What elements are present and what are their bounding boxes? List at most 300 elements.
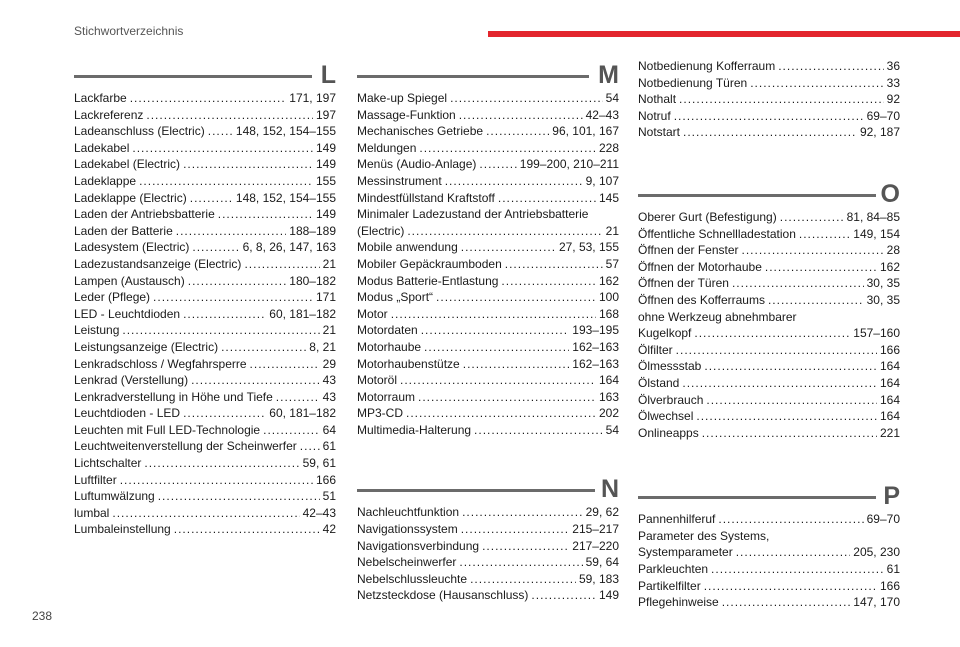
index-entry-pages: 163	[598, 389, 619, 404]
index-entry	[74, 339, 336, 356]
index-entry-pages: 166	[879, 578, 900, 593]
index-entry-pages: 60, 181–182	[269, 406, 336, 421]
dot-leader	[221, 339, 306, 356]
dot-leader	[461, 521, 570, 538]
index-entry-term: Lenkrad (Verstellung)	[74, 373, 189, 388]
index-entry-pages: 166	[879, 342, 900, 357]
section-rule	[357, 75, 589, 78]
index-entry	[74, 455, 336, 472]
index-entry-pages: 197	[315, 107, 336, 122]
index-entry	[638, 75, 900, 92]
index-entry	[638, 544, 900, 561]
index-entry-term: Ladeklappe	[74, 173, 137, 188]
index-entry-pages: 21	[322, 323, 336, 338]
index-entry-term: Laden der Batterie	[74, 223, 173, 238]
dot-leader	[407, 223, 602, 240]
index-entry	[357, 123, 619, 140]
index-entry-pages: 51	[322, 489, 336, 504]
index-entry-pages: 81, 84–85	[846, 209, 900, 224]
index-entry-term: Lackfarbe	[74, 91, 127, 105]
index-entry-term: Pannenhilferuf	[638, 512, 716, 527]
index-entry-pages: 199–200, 210–211	[519, 157, 619, 172]
index-entry-term: Öffnen der Türen	[638, 276, 729, 291]
index-entry-term-line: Parameter des Systems,	[638, 528, 770, 543]
dot-leader	[158, 488, 320, 505]
index-entry	[74, 472, 336, 489]
index-entry	[638, 209, 900, 226]
index-entry-term: Ladezustandsanzeige (Electric)	[74, 256, 242, 271]
dot-leader	[711, 561, 884, 578]
index-entry-pages: 162–163	[572, 339, 619, 354]
dot-leader	[450, 90, 603, 107]
index-section	[357, 476, 619, 604]
dot-leader	[486, 123, 549, 140]
index-entry-pages: 228	[598, 140, 619, 155]
index-entry-term: Notstart	[638, 125, 681, 140]
index-entry-term: Lampen (Austausch)	[74, 273, 185, 288]
dot-leader	[742, 242, 884, 259]
dot-leader	[144, 455, 299, 472]
dot-leader	[704, 358, 877, 375]
index-entry-pages: 36	[886, 59, 900, 73]
dot-leader	[765, 259, 877, 276]
dot-leader	[418, 389, 596, 406]
index-entry-pages: 42	[322, 522, 336, 537]
index-entry	[638, 275, 900, 292]
section-letter: P	[883, 482, 900, 511]
dot-leader	[674, 108, 864, 125]
index-entry-pages: 60, 181–182	[269, 306, 336, 321]
dot-leader	[736, 544, 851, 561]
index-entry	[638, 91, 900, 108]
dot-leader	[459, 107, 583, 124]
index-entry-term: Notbedienung Türen	[638, 75, 748, 90]
index-entry	[357, 156, 619, 173]
index-entry-pages: 162–163	[572, 356, 619, 371]
index-entry	[638, 425, 900, 442]
dot-leader	[183, 306, 266, 323]
index-entry	[74, 123, 336, 140]
index-entry-pages: 100	[598, 290, 619, 305]
index-entry	[74, 239, 336, 256]
index-entry	[357, 504, 619, 521]
dot-leader	[174, 521, 320, 538]
dot-leader	[400, 372, 596, 389]
index-entry-term: Ladesystem (Electric)	[74, 240, 190, 255]
dot-leader	[132, 140, 313, 157]
index-entry-pages: 221	[879, 425, 900, 440]
index-entry-term: Motorhaube	[357, 339, 422, 354]
index-entry	[74, 422, 336, 439]
index-entry	[357, 256, 619, 273]
index-entry-pages: 180–182	[289, 273, 336, 288]
index-entry-term: Massage-Funktion	[357, 107, 456, 122]
index-entry	[638, 408, 900, 425]
dot-leader	[482, 538, 569, 555]
index-entry-pages: 43	[322, 373, 336, 388]
dot-leader	[722, 594, 851, 611]
index-entry	[74, 206, 336, 223]
index-entry-term: Motorhaubenstütze	[357, 356, 460, 371]
index-entry	[357, 173, 619, 190]
index-entry	[638, 259, 900, 276]
index-entry-term: Leuchten mit Full LED-Technologie	[74, 422, 261, 437]
dot-leader	[505, 256, 603, 273]
index-entry	[74, 306, 336, 323]
index-entry	[357, 140, 619, 157]
section-rule	[638, 194, 876, 197]
index-entry-term: Luftumwälzung	[74, 489, 155, 504]
index-column-middle	[357, 62, 619, 640]
index-entry	[74, 256, 336, 273]
dot-leader	[474, 422, 603, 439]
index-entry	[357, 190, 619, 207]
index-entry	[74, 322, 336, 339]
dot-leader	[130, 90, 287, 107]
index-entry-pages: 69–70	[866, 108, 900, 123]
index-entry-term: Meldungen	[357, 140, 417, 155]
index-entry-term: Onlineapps	[638, 425, 699, 440]
index-entry	[74, 223, 336, 240]
index-entry-term: Ladekabel (Electric)	[74, 157, 181, 172]
dot-leader	[706, 392, 877, 409]
section-rule	[74, 75, 312, 78]
dot-leader	[300, 438, 320, 455]
index-entry	[74, 107, 336, 124]
index-entry-term-line: ohne Werkzeug abnehmbarer	[638, 309, 797, 324]
index-entry-term: Öffentliche Schnellladestation	[638, 226, 796, 241]
dot-leader	[112, 505, 299, 522]
index-entry-pages: 168	[598, 306, 619, 321]
index-entry	[638, 342, 900, 359]
dot-leader	[479, 156, 516, 173]
index-entry-term: Pflegehinweise	[638, 595, 719, 610]
index-entry	[357, 322, 619, 339]
index-entry-pages: 162	[879, 259, 900, 274]
dot-leader	[696, 408, 877, 425]
dot-leader	[768, 292, 864, 309]
section-letter: L	[320, 61, 336, 89]
index-entry-term: Nachleuchtfunktion	[357, 505, 460, 520]
dot-leader	[778, 58, 883, 75]
index-entry	[357, 239, 619, 256]
index-entry-term: Navigationssystem	[357, 522, 458, 537]
index-entry	[638, 578, 900, 595]
index-entry-term: Nothalt	[638, 92, 677, 107]
index-entry-term: Kugelkopf	[638, 326, 692, 341]
index-entry	[357, 289, 619, 306]
index-entry-term: Notruf	[638, 108, 671, 123]
index-entry-term: Make-up Spiegel	[357, 91, 448, 105]
index-entry-term: (Electric)	[357, 223, 405, 238]
index-entry	[74, 140, 336, 157]
dot-leader	[263, 422, 320, 439]
dot-leader	[676, 342, 877, 359]
dot-leader	[704, 578, 877, 595]
index-entry	[74, 389, 336, 406]
index-entry	[74, 90, 336, 107]
dot-leader	[679, 91, 884, 108]
index-entry-pages: 166	[315, 472, 336, 487]
index-entry-pages: 92, 187	[859, 125, 900, 140]
dot-leader	[531, 587, 596, 604]
index-entry-pages: 193–195	[572, 323, 619, 338]
page-number: 238	[32, 609, 53, 623]
dot-leader	[139, 173, 313, 190]
index-entry	[638, 561, 900, 578]
index-entry-pages: 149	[315, 207, 336, 222]
index-entry	[357, 554, 619, 571]
index-entry-pages: 30, 35	[866, 292, 900, 307]
index-entry-term: Parkleuchten	[638, 562, 709, 577]
index-entry	[638, 242, 900, 259]
dot-leader	[188, 273, 287, 290]
dot-leader	[424, 339, 569, 356]
index-entry-term: Ölmessstab	[638, 359, 702, 374]
index-entry	[357, 372, 619, 389]
index-entry	[74, 521, 336, 538]
dot-leader	[462, 504, 583, 521]
index-entry-term: Leder (Pflege)	[74, 290, 151, 305]
dot-leader	[153, 289, 313, 306]
index-entry-pages: 92	[886, 92, 900, 107]
index-entry-term: Leuchtdioden - LED	[74, 406, 181, 421]
index-entry	[638, 292, 900, 309]
index-section	[74, 62, 336, 538]
index-entry-term: Ölfilter	[638, 342, 673, 357]
dot-leader	[459, 554, 582, 571]
index-entry-pages: 149, 154	[853, 226, 900, 241]
index-entry-term: Nebelschlussleuchte	[357, 571, 468, 586]
dot-leader	[732, 275, 864, 292]
index-entry	[638, 325, 900, 342]
index-entry-term: Leistung	[74, 323, 120, 338]
index-entry-pages: 27, 53, 155	[558, 240, 619, 255]
index-entry-pages: 54	[605, 422, 619, 437]
index-entry	[74, 372, 336, 389]
index-entry	[638, 511, 900, 528]
index-entry-pages: 188–189	[289, 223, 336, 238]
index-entry-pages: 59, 61	[302, 456, 336, 471]
index-entry-term: Menüs (Audio-Anlage)	[357, 157, 477, 172]
index-entry	[638, 375, 900, 392]
index-entry-term: Öffnen der Motorhaube	[638, 259, 762, 274]
index-entry-pages: 148, 152, 154–155	[235, 124, 336, 139]
index-entry-pages: 21	[322, 256, 336, 271]
section-header	[74, 61, 336, 89]
dot-leader	[191, 372, 320, 389]
dot-leader	[192, 239, 239, 256]
index-entry-term: Ladeklappe (Electric)	[74, 190, 187, 205]
dot-leader	[498, 190, 596, 207]
index-entry-pages: 149	[598, 588, 619, 603]
index-entry-term: Netzsteckdose (Hausanschluss)	[357, 588, 529, 603]
index-entry-term: Mobiler Gepäckraumboden	[357, 256, 502, 271]
index-entry-term: lumbal	[74, 505, 110, 520]
dot-leader	[218, 206, 313, 223]
index-entry-pages: 157–160	[853, 326, 900, 341]
dot-leader	[244, 256, 319, 273]
index-entry-term: Navigationsverbindung	[357, 538, 480, 553]
index-entry	[357, 521, 619, 538]
index-entry-term: Luftfilter	[74, 472, 117, 487]
index-entry-term: Messinstrument	[357, 173, 442, 188]
section-header	[638, 482, 900, 511]
index-entry-term: Motoröl	[357, 373, 398, 388]
index-entry-term: Mobile anwendung	[357, 240, 458, 255]
dot-leader	[445, 173, 583, 190]
dot-leader	[683, 124, 857, 141]
index-column-right	[638, 58, 900, 647]
index-entry-term: Leistungsanzeige (Electric)	[74, 339, 219, 354]
index-entry-term: Öffnen der Fenster	[638, 243, 739, 258]
section-letter: N	[600, 475, 619, 504]
index-entry-term: Mindestfüllstand Kraftstoff	[357, 190, 495, 205]
index-entry	[357, 90, 619, 107]
dot-leader	[122, 322, 319, 339]
index-entry-term: LED - Leuchtdioden	[74, 306, 181, 321]
index-entry-term: Lenkradschloss / Wegfahrsperre	[74, 356, 247, 371]
index-entry-pages: 205, 230	[853, 545, 900, 560]
index-entry	[357, 273, 619, 290]
section-header	[357, 61, 619, 89]
dot-leader	[208, 123, 233, 140]
index-entry	[74, 356, 336, 373]
index-entry	[74, 488, 336, 505]
index-entry-pages: 61	[322, 439, 336, 454]
index-entry-pages: 28	[886, 243, 900, 258]
index-entry-pages: 162	[598, 273, 619, 288]
index-entry-pages: 215–217	[572, 522, 619, 537]
dot-leader	[461, 239, 556, 256]
index-entry-pages: 59, 183	[578, 571, 619, 586]
index-entry-term: Motordaten	[357, 323, 418, 338]
dot-leader	[436, 289, 596, 306]
dot-leader	[146, 107, 313, 124]
index-entry-pages: 42–43	[302, 505, 336, 520]
section-letter: O	[880, 179, 900, 208]
index-entry	[74, 438, 336, 455]
index-entry	[357, 107, 619, 124]
index-entry-pages: 59, 64	[585, 555, 619, 570]
index-entry-pages: 217–220	[572, 538, 619, 553]
index-entry-pages: 29	[322, 356, 336, 371]
index-entry-pages: 171	[315, 290, 336, 305]
index-entry-term: Laden der Antriebsbatterie	[74, 207, 215, 222]
index-entry-pages: 33	[886, 75, 900, 90]
index-entry-pages: 171, 197	[289, 91, 336, 105]
index-entry-pages: 43	[322, 389, 336, 404]
index-entry-pages: 145	[598, 190, 619, 205]
dot-leader	[250, 356, 320, 373]
index-entry-pages: 149	[315, 157, 336, 172]
index-entry-term: Systemparameter	[638, 545, 733, 560]
dot-leader	[470, 571, 576, 588]
index-entry-term: Partikelfilter	[638, 578, 701, 593]
index-entry-pages: 6, 8, 26, 147, 163	[242, 240, 336, 255]
index-section	[638, 483, 900, 611]
index-entry-pages: 64	[322, 422, 336, 437]
dot-leader	[183, 156, 313, 173]
dot-leader	[190, 190, 233, 207]
index-entry-pages: 30, 35	[866, 276, 900, 291]
dot-leader	[391, 306, 596, 323]
index-entry-term: Ölverbrauch	[638, 392, 704, 407]
dot-leader	[694, 325, 850, 342]
index-section	[638, 181, 900, 441]
index-entry-pages: 42–43	[585, 107, 619, 122]
index-entry	[357, 339, 619, 356]
dot-leader	[183, 405, 266, 422]
index-entry-term: Ölstand	[638, 375, 680, 390]
index-entry	[357, 223, 619, 240]
index-entry-term: Ladekabel	[74, 140, 130, 155]
index-entry-pages: 54	[605, 91, 619, 105]
index-entry-pages: 148, 152, 154–155	[235, 190, 336, 205]
section-header	[638, 179, 900, 208]
index-entry-term: Motor	[357, 306, 388, 321]
index-entry-pages: 202	[598, 406, 619, 421]
dot-leader	[176, 223, 287, 240]
index-entry-term: Multimedia-Halterung	[357, 422, 472, 437]
index-entry-term: Notbedienung Kofferraum	[638, 59, 776, 73]
index-entry-pages: 8, 21	[309, 339, 336, 354]
dot-leader	[702, 425, 877, 442]
index-entry-pages: 164	[598, 373, 619, 388]
index-entry	[74, 156, 336, 173]
dot-leader	[799, 226, 850, 243]
section-rule	[357, 489, 595, 492]
dot-leader	[501, 273, 596, 290]
index-entry	[357, 356, 619, 373]
index-entry-term: Ladeanschluss (Electric)	[74, 124, 205, 139]
dot-leader	[682, 375, 877, 392]
index-entry-term: MP3-CD	[357, 406, 404, 421]
index-entry-pages: 61	[886, 562, 900, 577]
dot-leader	[276, 389, 320, 406]
index-entry	[638, 358, 900, 375]
dot-leader	[406, 405, 596, 422]
index-entry	[357, 587, 619, 604]
index-section	[357, 62, 619, 438]
index-entry	[74, 289, 336, 306]
index-entry-pages: 147, 170	[853, 595, 900, 610]
dot-leader	[120, 472, 313, 489]
index-entry-pages: 164	[879, 392, 900, 407]
index-entry	[638, 594, 900, 611]
index-entry	[74, 190, 336, 207]
index-entry	[74, 505, 336, 522]
index-entry-term: Lackreferenz	[74, 107, 144, 122]
index-entry-term: Motorraum	[357, 389, 416, 404]
index-entry	[638, 392, 900, 409]
index-entry	[638, 124, 900, 141]
index-entry-pages: 9, 107	[585, 173, 619, 188]
index-entry-pages: 149	[315, 140, 336, 155]
index-entry-term: Nebelscheinwerfer	[357, 555, 457, 570]
index-entry-term: Lumbaleinstellung	[74, 522, 171, 537]
index-entry	[74, 405, 336, 422]
header-title: Stichwortverzeichnis	[74, 24, 184, 38]
index-entry-term-line: Minimaler Ladezustand der Antriebsbatterie	[357, 207, 589, 222]
index-entry	[357, 422, 619, 439]
index-entry-term: Öffnen des Kofferraums	[638, 292, 765, 307]
index-entry	[357, 306, 619, 323]
section-letter: M	[598, 61, 619, 89]
dot-leader	[463, 356, 570, 373]
index-entry-term: Lenkradverstellung in Höhe und Tiefe	[74, 389, 273, 404]
index-entry	[74, 173, 336, 190]
